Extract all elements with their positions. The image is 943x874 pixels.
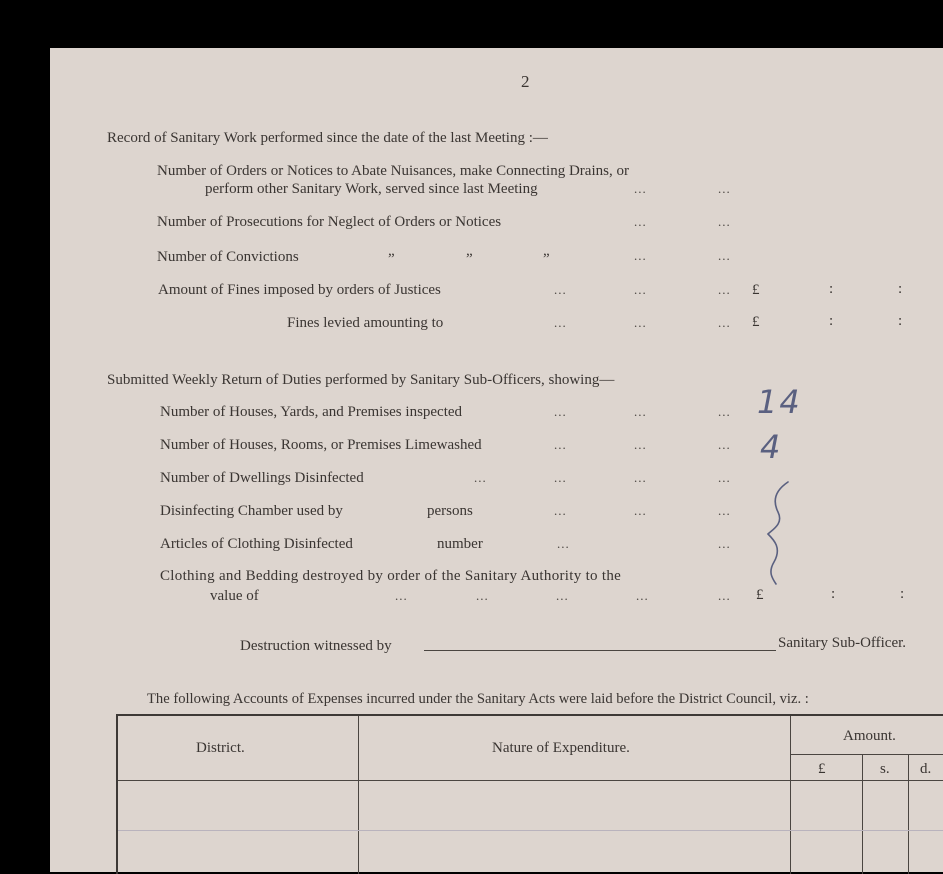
- col-district: District.: [196, 740, 245, 756]
- table-row-rule-1: [118, 830, 943, 831]
- col-nature: Nature of Expenditure.: [492, 740, 630, 756]
- limewashed-dots-2: ...: [634, 437, 647, 452]
- orders-dots-2: ...: [718, 181, 731, 196]
- fines-levied-dots-1: ...: [554, 315, 567, 330]
- prosecutions-label: Number of Prosecutions for Neglect of Orders or Notices: [157, 214, 502, 230]
- chamber-dots-2: ...: [634, 503, 647, 518]
- houses-inspected-dots-3: ...: [718, 404, 731, 419]
- houses-inspected-value: 14: [757, 383, 802, 421]
- clothing-label: Articles of Clothing Disinfected: [160, 536, 353, 552]
- limewashed-dots-3: ...: [718, 437, 731, 452]
- accounts-intro: The following Accounts of Expenses incurred under the Sanitary Acts were laid before the District Council, viz. :: [147, 691, 809, 707]
- table-divider-pounds: [862, 754, 863, 874]
- destroyed-dots-3: ...: [556, 588, 569, 603]
- chamber-label: Disinfecting Chamber used by: [160, 503, 343, 519]
- witnessed-label: Destruction witnessed by: [240, 638, 392, 654]
- chamber-unit: persons: [427, 503, 473, 519]
- table-header-bottom: [118, 780, 943, 781]
- table-amount-subheader-line: [790, 754, 943, 755]
- fines-levied-colon-1: :: [829, 313, 834, 329]
- destroyed-pound: £: [756, 587, 764, 603]
- fines-levied-label: Fines levied amounting to: [287, 315, 444, 331]
- convictions-dots-2: ...: [718, 248, 731, 263]
- convictions-label: Number of Convictions: [157, 249, 299, 265]
- disinfected-dots-1: ...: [474, 470, 487, 485]
- fines-levied-dots-2: ...: [634, 315, 647, 330]
- fines-levied-colon-2: :: [898, 313, 903, 329]
- witness-signature-line: [424, 650, 776, 651]
- destroyed-dots-5: ...: [718, 588, 731, 603]
- destroyed-dots-1: ...: [395, 588, 408, 603]
- fines-levied-dots-3: ...: [718, 315, 731, 330]
- disinfected-label: Number of Dwellings Disinfected: [160, 470, 364, 486]
- table-divider-district: [358, 716, 359, 874]
- handwritten-brace-mark: [758, 478, 798, 588]
- fines-imposed-dots-2: ...: [634, 282, 647, 297]
- col-pounds: £: [818, 761, 826, 777]
- prosecutions-dots-2: ...: [718, 214, 731, 229]
- orders-dots-1: ...: [634, 181, 647, 196]
- clothing-dots-2: ...: [718, 536, 731, 551]
- orders-line-1: Number of Orders or Notices to Abate Nuisances, make Connecting Drains, or: [157, 163, 629, 179]
- fines-imposed-pound: £: [752, 282, 760, 298]
- destroyed-colon-1: :: [831, 586, 836, 602]
- expenses-table: [116, 714, 943, 874]
- convictions-dots-1: ...: [634, 248, 647, 263]
- destroyed-line-2: value of: [210, 588, 259, 604]
- disinfected-dots-3: ...: [634, 470, 647, 485]
- fines-imposed-label: Amount of Fines imposed by orders of Justices: [158, 282, 441, 298]
- col-amount: Amount.: [843, 728, 896, 744]
- sanitary-record-heading: Record of Sanitary Work performed since the date of the last Meeting :—: [107, 130, 548, 146]
- fines-imposed-colon-1: :: [829, 281, 834, 297]
- fines-imposed-dots-1: ...: [554, 282, 567, 297]
- clothing-dots-1: ...: [557, 536, 570, 551]
- clothing-unit: number: [437, 536, 483, 552]
- destroyed-dots-4: ...: [636, 588, 649, 603]
- table-divider-nature: [790, 716, 791, 874]
- prosecutions-dots-1: ...: [634, 214, 647, 229]
- destroyed-line-1: Clothing and Bedding destroyed by order of the Sanitary Authority to the: [160, 568, 622, 584]
- sub-officer-label: Sanitary Sub-Officer.: [778, 635, 907, 651]
- fines-imposed-dots-3: ...: [718, 282, 731, 297]
- ditto-mark-1: ”: [388, 251, 395, 267]
- destroyed-dots-2: ...: [476, 588, 489, 603]
- houses-inspected-label: Number of Houses, Yards, and Premises inspected: [160, 404, 463, 420]
- orders-line-2: perform other Sanitary Work, served since last Meeting: [205, 181, 538, 197]
- houses-inspected-dots-1: ...: [554, 404, 567, 419]
- limewashed-label: Number of Houses, Rooms, or Premises Limewashed: [160, 437, 482, 453]
- chamber-dots-1: ...: [554, 503, 567, 518]
- limewashed-dots-1: ...: [554, 437, 567, 452]
- table-divider-shillings: [908, 754, 909, 874]
- destroyed-colon-2: :: [900, 586, 905, 602]
- weekly-return-heading: Submitted Weekly Return of Duties performed by Sanitary Sub-Officers, showing—: [107, 372, 615, 388]
- limewashed-value: 4: [760, 428, 781, 466]
- houses-inspected-dots-2: ...: [634, 404, 647, 419]
- ditto-mark-2: ”: [466, 251, 473, 267]
- chamber-dots-3: ...: [718, 503, 731, 518]
- disinfected-dots-2: ...: [554, 470, 567, 485]
- disinfected-dots-4: ...: [718, 470, 731, 485]
- col-pence: d.: [920, 761, 932, 777]
- page-number: 2: [521, 72, 530, 91]
- col-shillings: s.: [880, 761, 890, 777]
- fines-levied-pound: £: [752, 314, 760, 330]
- ditto-mark-3: ”: [543, 251, 550, 267]
- fines-imposed-colon-2: :: [898, 281, 903, 297]
